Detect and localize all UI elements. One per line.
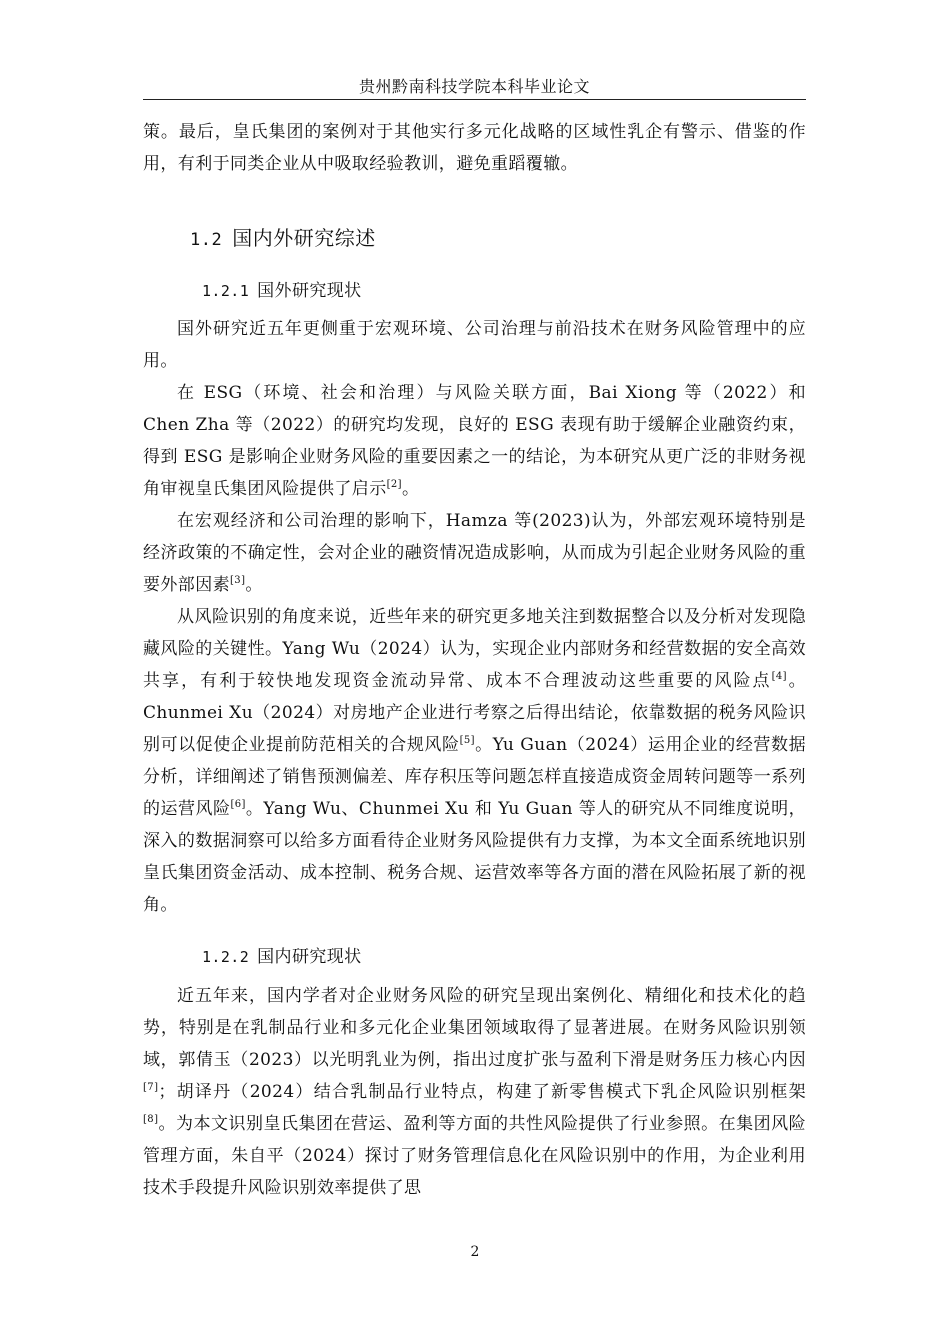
paragraph-text: 。Yu Guan（2024）运用企业的经营数据分析，详细阐述了销售预测偏差、库存积压等问题怎样直接造成资金周转问题等一系列的运营风险 <box>143 735 806 819</box>
foreign-research-body <box>143 313 806 921</box>
paragraph-text: 。为本文识别皇氏集团在营运、盈利等方面的共性风险提供了行业参照。在集团风险管理方面，朱自平（2024）探讨了财务管理信息化在风险识别中的作用，为企业利用技术手段提升风险识别效率提供了思 <box>143 1114 806 1198</box>
subsection-heading-1-2-2 <box>202 942 362 967</box>
paragraph-text: 在 ESG（环境、社会和治理）与风险关联方面，Bai Xiong 等（2022）和 Chen Zha 等（2022）的研究均发现，良好的 ESG 表现有助于缓解企业融资约束，得到 ESG 是影响企业财务风险的重要因素之一的结论，为本研究从更广泛的非财务视角审视皇氏集团风险提供了启示 <box>143 383 806 499</box>
subsection-heading-1-2-1 <box>202 276 362 301</box>
paragraph-text: 近五年来，国内学者对企业财务风险的研究呈现出案例化、精细化和技术化的趋势，特别是在乳制品行业和多元化企业集团领域取得了显著进展。在财务风险识别领域，郭倩玉（2023）以光明乳业为例，指出过度扩张与盈利下滑是财务压力核心内因 <box>143 986 806 1070</box>
intro-paragraph <box>143 116 806 180</box>
header-rule <box>143 99 806 100</box>
paragraph-text: 在宏观经济和公司治理的影响下，Hamza 等(2023)认为，外部宏观环境特别是经济政策的不确定性，会对企业的融资情况造成影响，从而成为引起企业财务风险的重要外部因素 <box>143 511 806 595</box>
subsection-number: 1.2.2 <box>202 948 250 966</box>
paragraph-text: 。 <box>245 575 263 595</box>
section-title: 国内外研究综述 <box>232 226 376 250</box>
paragraph <box>143 601 806 921</box>
intro-text: 策。最后，皇氏集团的案例对于其他实行多元化战略的区域性乳企有警示、借鉴的作用，有利于同类企业从中吸取经验教训，避免重蹈覆辙。 <box>143 122 806 174</box>
paragraph <box>143 980 806 1204</box>
running-header: 贵州黔南科技学院本科毕业论文 <box>358 77 590 96</box>
citation-ref: [2] <box>386 479 402 490</box>
paragraph: 国外研究近五年更侧重于宏观环境、公司治理与前沿技术在财务风险管理中的应用。 <box>143 319 806 371</box>
section-number: 1.2 <box>190 230 223 250</box>
subsection-title: 国内研究现状 <box>257 947 362 967</box>
paragraph <box>143 505 806 601</box>
page-number: 2 <box>470 1244 480 1260</box>
domestic-research-body <box>143 980 806 1204</box>
subsection-number: 1.2.1 <box>202 282 250 300</box>
citation-ref: [6] <box>230 799 246 810</box>
paragraph-text: 。Yang Wu、Chunmei Xu 和 Yu Guan 等人的研究从不同维度说明，深入的数据洞察可以给多方面看待企业财务风险提供有力支撑，为本文全面系统地识别皇氏集团资金活动、成本控制、税务合规、运营效率等各方面的潜在风险拓展了新的视角。 <box>143 799 807 915</box>
citation-ref: [3] <box>230 575 246 586</box>
paragraph-text: ；胡译丹（2024）结合乳制品行业特点，构建了新零售模式下乳企风险识别框架 <box>158 1082 806 1102</box>
section-heading-1-2 <box>190 222 376 251</box>
citation-ref: [4] <box>771 671 787 682</box>
citation-ref: [5] <box>459 735 475 746</box>
paragraph-text: 。 <box>401 479 420 499</box>
citation-ref: [8] <box>143 1114 159 1125</box>
subsection-title: 国外研究现状 <box>257 281 362 301</box>
paragraph-text: 从风险识别的角度来说，近些年来的研究更多地关注到数据整合以及分析对发现隐藏风险的关键性。Yang Wu（2024）认为，实现企业内部财务和经营数据的安全高效共享，有利于较快地发现资金流动异常、成本不合理波动这些重要的风险点 <box>143 607 806 691</box>
citation-ref: [7] <box>143 1082 159 1093</box>
paragraph <box>143 377 806 505</box>
paragraph-text: 。Chunmei Xu（2024）对房地产企业进行考察之后得出结论，依靠数据的税务风险识别可以促使企业提前防范相关的合规风险 <box>143 671 807 755</box>
